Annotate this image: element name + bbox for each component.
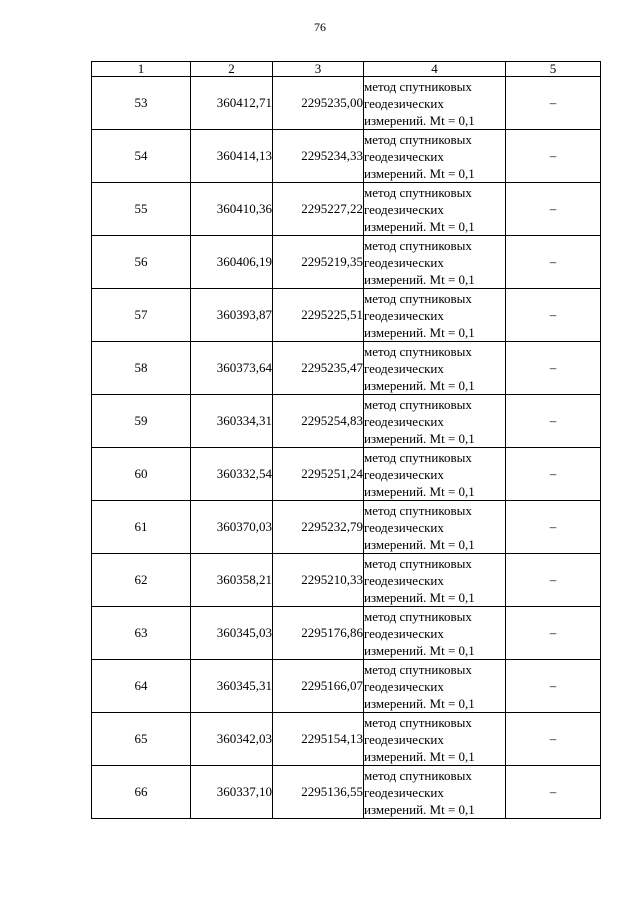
point-number-cell: 58: [92, 342, 191, 395]
table-row: [92, 183, 601, 236]
header-col-3: 3: [273, 62, 364, 77]
x-coordinate-cell: 360406,19: [191, 236, 273, 289]
note-cell: –: [506, 448, 601, 501]
table-row: [92, 395, 601, 448]
coordinates-table: [91, 61, 601, 819]
x-coordinate-cell: 360370,03: [191, 501, 273, 554]
x-coordinate-cell: 360332,54: [191, 448, 273, 501]
y-coordinate-cell: 2295225,51: [273, 289, 364, 342]
method-cell: метод спутниковых геодезических измерений. Mt = 0,1: [364, 236, 506, 289]
y-coordinate-cell: 2295154,13: [273, 713, 364, 766]
y-coordinate-cell: 2295176,86: [273, 607, 364, 660]
table-row: [92, 448, 601, 501]
method-cell: метод спутниковых геодезических измерений. Mt = 0,1: [364, 501, 506, 554]
table-row: [92, 713, 601, 766]
note-cell: –: [506, 130, 601, 183]
note-cell: –: [506, 501, 601, 554]
method-cell: метод спутниковых геодезических измерений. Mt = 0,1: [364, 448, 506, 501]
note-cell: –: [506, 289, 601, 342]
y-coordinate-cell: 2295235,00: [273, 77, 364, 130]
point-number-cell: 61: [92, 501, 191, 554]
table-body: [92, 77, 601, 819]
method-cell: метод спутниковых геодезических измерений. Mt = 0,1: [364, 342, 506, 395]
method-cell: метод спутниковых геодезических измерений. Mt = 0,1: [364, 183, 506, 236]
note-cell: –: [506, 554, 601, 607]
point-number-cell: 66: [92, 766, 191, 819]
note-cell: –: [506, 660, 601, 713]
table-row: [92, 660, 601, 713]
point-number-cell: 63: [92, 607, 191, 660]
method-cell: метод спутниковых геодезических измерений. Mt = 0,1: [364, 713, 506, 766]
note-cell: –: [506, 77, 601, 130]
y-coordinate-cell: 2295136,55: [273, 766, 364, 819]
page-number: 76: [314, 20, 326, 34]
y-coordinate-cell: 2295234,33: [273, 130, 364, 183]
x-coordinate-cell: 360342,03: [191, 713, 273, 766]
y-coordinate-cell: 2295251,24: [273, 448, 364, 501]
header-col-2: 2: [191, 62, 273, 77]
x-coordinate-cell: 360337,10: [191, 766, 273, 819]
table-row: [92, 130, 601, 183]
point-number-cell: 53: [92, 77, 191, 130]
note-cell: –: [506, 236, 601, 289]
method-cell: метод спутниковых геодезических измерений. Mt = 0,1: [364, 130, 506, 183]
y-coordinate-cell: 2295219,35: [273, 236, 364, 289]
method-cell: метод спутниковых геодезических измерений. Mt = 0,1: [364, 395, 506, 448]
point-number-cell: 59: [92, 395, 191, 448]
header-col-1: 1: [92, 62, 191, 77]
point-number-cell: 55: [92, 183, 191, 236]
table-row: [92, 554, 601, 607]
point-number-cell: 60: [92, 448, 191, 501]
point-number-cell: 65: [92, 713, 191, 766]
note-cell: –: [506, 607, 601, 660]
method-cell: метод спутниковых геодезических измерений. Mt = 0,1: [364, 660, 506, 713]
point-number-cell: 57: [92, 289, 191, 342]
y-coordinate-cell: 2295227,22: [273, 183, 364, 236]
x-coordinate-cell: 360345,03: [191, 607, 273, 660]
table-row: [92, 289, 601, 342]
x-coordinate-cell: 360334,31: [191, 395, 273, 448]
point-number-cell: 56: [92, 236, 191, 289]
note-cell: –: [506, 342, 601, 395]
header-col-4: 4: [364, 62, 506, 77]
method-cell: метод спутниковых геодезических измерений. Mt = 0,1: [364, 766, 506, 819]
note-cell: –: [506, 183, 601, 236]
table-header-row: [92, 62, 601, 77]
y-coordinate-cell: 2295235,47: [273, 342, 364, 395]
table-row: [92, 607, 601, 660]
table-row: [92, 236, 601, 289]
y-coordinate-cell: 2295232,79: [273, 501, 364, 554]
point-number-cell: 54: [92, 130, 191, 183]
method-cell: метод спутниковых геодезических измерений. Mt = 0,1: [364, 554, 506, 607]
y-coordinate-cell: 2295210,33: [273, 554, 364, 607]
table-row: [92, 766, 601, 819]
table-row: [92, 77, 601, 130]
x-coordinate-cell: 360414,13: [191, 130, 273, 183]
table-row: [92, 501, 601, 554]
y-coordinate-cell: 2295254,83: [273, 395, 364, 448]
point-number-cell: 64: [92, 660, 191, 713]
note-cell: –: [506, 766, 601, 819]
note-cell: –: [506, 395, 601, 448]
method-cell: метод спутниковых геодезических измерений. Mt = 0,1: [364, 607, 506, 660]
note-cell: –: [506, 713, 601, 766]
header-col-5: 5: [506, 62, 601, 77]
y-coordinate-cell: 2295166,07: [273, 660, 364, 713]
point-number-cell: 62: [92, 554, 191, 607]
method-cell: метод спутниковых геодезических измерений. Mt = 0,1: [364, 77, 506, 130]
x-coordinate-cell: 360410,36: [191, 183, 273, 236]
table-row: [92, 342, 601, 395]
x-coordinate-cell: 360393,87: [191, 289, 273, 342]
method-cell: метод спутниковых геодезических измерений. Mt = 0,1: [364, 289, 506, 342]
x-coordinate-cell: 360412,71: [191, 77, 273, 130]
x-coordinate-cell: 360358,21: [191, 554, 273, 607]
x-coordinate-cell: 360345,31: [191, 660, 273, 713]
x-coordinate-cell: 360373,64: [191, 342, 273, 395]
